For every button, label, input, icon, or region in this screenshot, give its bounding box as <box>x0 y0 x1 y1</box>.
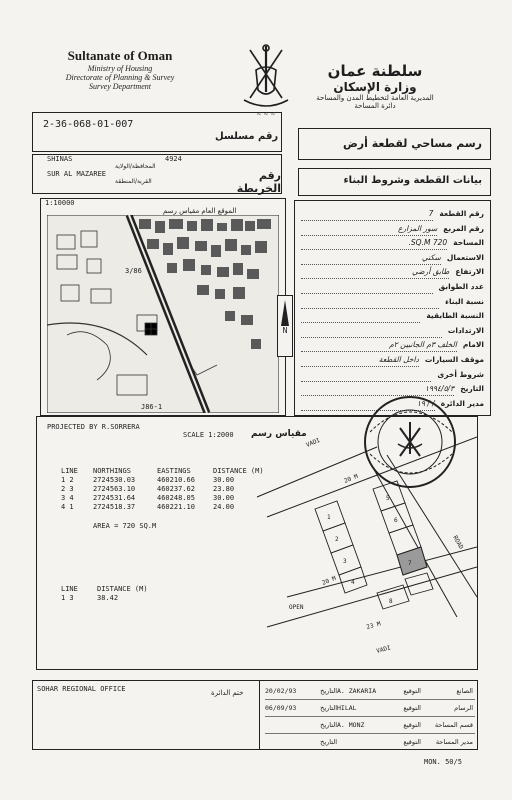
coordinate-cell-line: 1 2 <box>61 476 74 484</box>
plot-info-label: الاستعمال <box>446 252 484 262</box>
approval-list <box>265 683 475 750</box>
plot-info-value: الخلف ٣م الجانبين ٢م <box>301 340 457 352</box>
approval-row <box>265 717 475 734</box>
plot-info-label: النسبة الطابقية <box>426 311 484 321</box>
official-seal-icon <box>360 392 460 492</box>
approval-date-label: التاريخ <box>320 687 337 695</box>
svg-text:3: 3 <box>343 558 347 565</box>
serial-number: 2-36-068-01-007 <box>43 119 134 130</box>
line-table <box>61 585 177 603</box>
survey-scale: SCALE 1:2000 <box>183 431 234 439</box>
approval-role: الصانع <box>456 687 473 695</box>
village-label: القرية/المنطقة <box>115 178 152 185</box>
plot-info-label: رقم القطعة <box>439 209 484 218</box>
village-value: SUR AL MAZAREE <box>47 170 107 178</box>
line-row-line: 1 3 <box>61 594 74 602</box>
plot-info-row <box>301 297 484 309</box>
line-table-row <box>61 594 177 603</box>
ministry-header-ar <box>300 62 450 110</box>
plot-info-label: رقم المربع <box>443 223 484 233</box>
department-name-en: Survey Department <box>89 82 151 91</box>
svg-text:8: 8 <box>389 598 393 605</box>
approval-sig-label: التوقيع <box>403 738 421 746</box>
col-line: LINE <box>61 467 78 475</box>
svg-text:20 M: 20 M <box>343 472 360 485</box>
plot-info-value <box>301 311 420 323</box>
plot-info-value <box>301 297 439 309</box>
line-row-distance: 38.42 <box>97 594 119 602</box>
plot-info-row <box>301 224 484 236</box>
plot-section-box <box>298 168 491 196</box>
coordinate-cell-e: 460237.62 <box>157 485 195 493</box>
coordinate-cell-line: 3 4 <box>61 494 74 502</box>
regional-office: SOHAR REGIONAL OFFICE <box>37 685 126 693</box>
approval-date: 20/02/93 <box>265 687 297 695</box>
approval-role: قسم المساحة <box>434 721 473 729</box>
svg-text:2: 2 <box>335 536 339 543</box>
serial-label: رقم مسلسل <box>215 131 279 142</box>
wilayat-value: SHINAS <box>47 155 73 163</box>
footer-divider <box>259 681 260 749</box>
plot-info-row <box>301 326 484 338</box>
approval-row <box>265 683 475 700</box>
svg-text:1: 1 <box>327 514 331 521</box>
plot-section-title: بيانات القطعة وشروط البناء <box>343 175 482 186</box>
document-title: رسم مساحي لقطعة أرض <box>343 137 482 150</box>
directorate-name-en: Directorate of Planning & Survey <box>65 73 175 82</box>
line-col-distance: DISTANCE (M) <box>97 585 148 593</box>
approval-date-label: التاريخ <box>320 738 337 746</box>
plot-info-value: داخل القطعة <box>301 355 419 367</box>
approval-date-label: التاريخ <box>320 721 337 729</box>
highlighted-plot <box>397 547 427 575</box>
grid-reference: J86-1 <box>141 403 163 411</box>
plot-info-row <box>301 267 484 279</box>
plot-info-value: 7 <box>301 209 433 221</box>
approval-date: 06/09/93 <box>265 704 297 712</box>
col-eastings: EASTINGS <box>157 467 191 475</box>
approval-sig-label: التوقيع <box>403 687 421 695</box>
plot-info-value <box>301 326 442 338</box>
svg-text:20 M: 20 M <box>321 574 338 587</box>
plot-info-row <box>301 209 484 221</box>
plot-info-row <box>301 355 484 367</box>
country-name-ar: سلطنة عمان <box>327 62 423 80</box>
plot-info-row <box>301 282 484 294</box>
coordinate-cell-d: 23.80 <box>213 485 235 493</box>
north-arrow <box>277 295 293 357</box>
svg-text:5: 5 <box>386 495 390 502</box>
plot-info-value <box>301 282 433 294</box>
sheet-label: رقم الخريطة <box>236 169 281 195</box>
north-label: N <box>282 326 288 335</box>
approval-row <box>265 734 475 750</box>
plot-info-row <box>301 253 484 265</box>
coordinate-cell-e: 460221.10 <box>157 503 195 511</box>
ministry-name-en: Ministry of Housing <box>87 64 153 73</box>
directorate-name-ar: المديرية العامة لتخطيط المدن والمساحة <box>316 94 434 102</box>
plot-info-value: 720 SQ.M. <box>301 238 447 250</box>
approval-name: HILAL <box>337 704 357 712</box>
svg-text:VADI: VADI <box>305 436 322 449</box>
plot-info-value: سور المزارع <box>301 224 437 236</box>
svg-text:OPEN: OPEN <box>289 604 304 611</box>
location-map-frame <box>40 198 286 416</box>
footer-frame <box>32 680 478 750</box>
plot-info-value: / / ١٩ <box>301 399 435 411</box>
col-distance: DISTANCE (M) <box>213 467 264 475</box>
coordinate-cell-n: 2724531.64 <box>93 494 136 502</box>
coordinate-cell-n: 2724563.10 <box>93 485 136 493</box>
plot-info-label: عدد الطوابق <box>438 282 484 291</box>
stamp-label: ختم الدائرة <box>211 689 244 697</box>
coordinate-cell-n: 2724530.03 <box>93 476 136 484</box>
title-box <box>298 128 491 160</box>
survey-scale-label: مقياس رسم <box>251 429 307 439</box>
oman-emblem-icon <box>234 40 298 118</box>
projected-by: PROJECTED BY R.SORRERA <box>47 423 140 431</box>
svg-text:7: 7 <box>408 560 412 567</box>
svg-text:~ ~ ~: ~ ~ ~ <box>256 111 276 118</box>
coordinate-cell-d: 24.00 <box>213 503 235 511</box>
plot-info-value: سكني <box>301 253 441 265</box>
line-col-line: LINE <box>61 585 78 593</box>
plot-info-value: ١٩٩٤/٥/٣ <box>301 384 454 396</box>
coordinate-cell-d: 30.00 <box>213 494 235 502</box>
coordinate-cell-e: 460248.05 <box>157 494 195 502</box>
serial-number-box <box>32 112 282 152</box>
coordinate-cell-d: 30.00 <box>213 476 235 484</box>
area-label: AREA = 720 SQ.M <box>93 522 157 530</box>
country-name-en: Sultanate of Oman <box>67 48 173 63</box>
svg-text:6: 6 <box>394 517 398 524</box>
location-map <box>47 215 279 413</box>
sheet-number: 4924 <box>165 155 182 163</box>
location-plot-label: 3/86 <box>125 267 142 275</box>
plot-info-value: طابق أرضي <box>301 267 449 279</box>
plot-info-label: موقف السيارات <box>424 355 484 364</box>
plot-info-row <box>301 340 484 352</box>
svg-text:23 M: 23 M <box>365 620 382 631</box>
approval-sig-label: التوقيع <box>403 704 421 712</box>
plot-info-label: شروط أخرى <box>437 369 484 379</box>
svg-text:VADI: VADI <box>375 644 392 655</box>
ministry-name-ar: وزارة الإسكان <box>333 80 417 94</box>
plot-info-label: نسبة البناء <box>445 296 484 306</box>
approval-row <box>265 700 475 717</box>
sheet-box <box>32 154 282 194</box>
department-name-ar: دائرة المساحة <box>354 102 396 110</box>
approval-role: مدير المساحة <box>435 738 473 746</box>
approval-name: A. ZAKARIA <box>337 687 377 695</box>
wilayat-label: المحافظة/الولاية <box>115 163 156 170</box>
north-arrow-icon <box>281 300 289 326</box>
plot-info-row <box>301 311 484 323</box>
approval-sig-label: التوقيع <box>403 721 421 729</box>
svg-text:4: 4 <box>351 579 355 586</box>
coordinate-cell-n: 2724518.37 <box>93 503 136 511</box>
location-map-scale: 1:10000 <box>45 199 75 207</box>
plot-info-box <box>294 200 491 416</box>
approval-name: A. MONZ <box>337 721 365 729</box>
plot-info-label: الارتدادات <box>447 325 484 335</box>
plot-info-label: مدير الدائرة <box>440 398 484 408</box>
plot-info-label: الامام <box>462 340 484 350</box>
plot-info-label: الارتفاع <box>455 267 484 277</box>
location-map-title: الموقع العام مقياس رسم <box>163 207 237 215</box>
plot-info-row <box>301 370 484 382</box>
col-northings: NORTHINGS <box>93 467 131 475</box>
coordinate-cell-line: 4 1 <box>61 503 74 511</box>
coordinate-cell-e: 460210.66 <box>157 476 195 484</box>
coordinate-cell-line: 2 3 <box>61 485 74 493</box>
form-number: MON. 50/5 <box>424 758 462 766</box>
plot-info-label: التاريخ <box>460 384 484 394</box>
svg-text:ROAD: ROAD <box>451 534 465 551</box>
plot-info-value <box>301 370 431 382</box>
plot-info-label: المساحة <box>453 238 484 248</box>
ministry-header-en <box>30 48 210 91</box>
approval-date-label: التاريخ <box>320 704 337 712</box>
approval-role: الرسام <box>454 704 473 712</box>
plot-info-row <box>301 238 484 250</box>
